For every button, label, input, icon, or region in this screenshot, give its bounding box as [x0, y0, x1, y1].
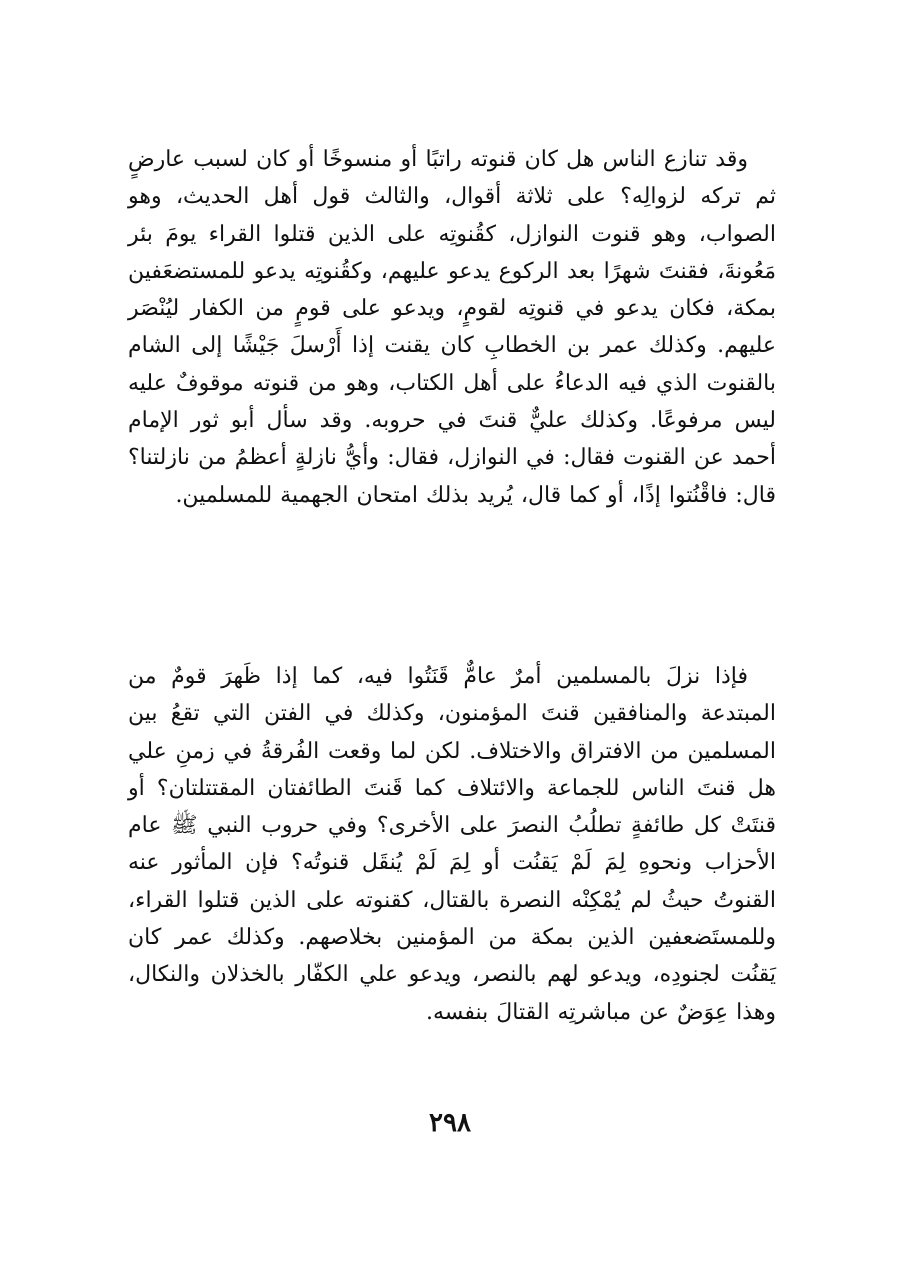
body-paragraph-2: فإذا نزلَ بالمسلمين أمرٌ عامٌّ قَنَتُوا فيه، كما إذا ظَهرَ قومٌ من المبتدعة والمنافقين قنتَ المؤمنون، وكذلك في الفتن التي تقعُ بين المسلمين من الافتراق والاختلاف. لكن لما وقعت الفُرقةُ في زمنِ علي هل قنتَ الناس للجماعة والائتلاف كما قَنتَ الطائفتان المقتتلتان؟ أو قنتَتْ كل طائفةٍ تطلُبُ النصرَ على الأخرى؟ وفي حروب النبي ﷺ عام الأحزاب ونحوهِ لِمَ لَمْ يَقنُت أو لِمَ لَمْ يُنقَل قنوتُه؟ فإن المأثور عنه القنوتُ حيثُ لم يُمْكِنْه النصرة بالقتال، كقنوته على الذين قتلوا القراء، وللمستَضعفين الذين بمكة من المؤمنين بخلاصهم. وكذلك عمر كان يَقنُت لجنودِه، ويدعو لهم بالنصر، ويدعو علي الكفّار بالخذلان والنكال، وهذا عِوَضٌ عن مباشرتِه القتالَ بنفسه. [128, 664, 776, 1025]
body-paragraph-1: وقد تنازع الناس هل كان قنوته راتبًا أو منسوخًا أو كان لسبب عارضٍ ثم تركه لزوالِه؟ على ثلاثة أقوال، والثالث قول أهل الحديث، وهو الصواب، وهو قنوت النوازل، كقُنوتِه على الذين قتلوا القراء يومَ بئر مَعُونةَ، فقنتَ شهرًا بعد الركوع يدعو عليهم، وكقُنوتِه يدعو للمستضعَفين بمكة، فكان يدعو في قنوتِه لقومٍ، ويدعو على قومٍ من الكفار ليُنْصَر عليهم. وكذلك عمر بن الخطابِ كان يقنت إذا أَرْسلَ جَيْشًا إلى الشام بالقنوت الذي فيه الدعاءُ على أهل الكتاب، وهو من قنوته موقوفٌ عليه ليس مرفوعًا. وكذلك عليٌّ قنتَ في حروبه. وقد سأل أبو ثور الإمام أحمد عن القنوت فقال: في النوازل، فقال: وأيُّ نازلةٍ أعظمُ من نازلتنا؟ قال: فاقْنُتوا إذًا، أو كما قال، يُريد بذلك امتحان الجهمية للمسلمين. [128, 147, 776, 508]
page-number: ٢٩٨ [429, 1108, 471, 1138]
